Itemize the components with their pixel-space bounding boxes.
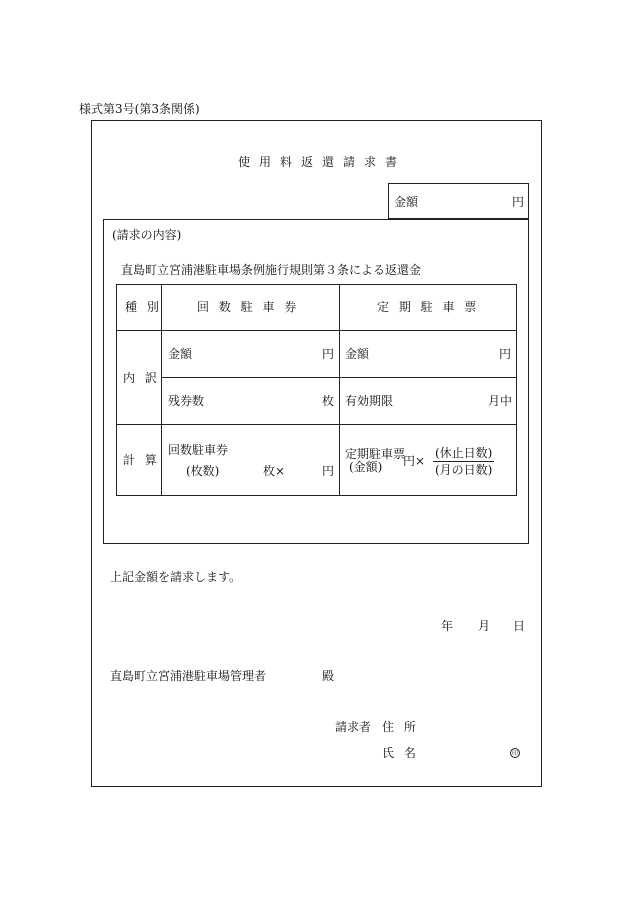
coupon-amount-unit: 円 [322,347,335,361]
calc-coupon-unit: 円 [322,464,335,478]
fraction-numerator: (休止日数) [435,446,493,460]
pass-amount-unit: 円 [499,347,512,361]
table-divider [116,330,517,331]
address-label: 住 所 [382,720,416,734]
col-coupon-header: 回 数 駐 車 券 [197,300,297,314]
document-title: 使用料返還請求書 [238,155,407,169]
col-pass-header: 定 期 駐 車 票 [377,300,477,314]
amount-unit: 円 [512,195,525,209]
pass-validity-unit: 月中 [488,394,513,408]
calc-pass-multiply: 円× [403,454,426,468]
table-divider [339,284,340,496]
table-divider [116,424,517,425]
calc-coupon-multiply: 枚× [263,464,286,478]
amount-label: 金額 [394,195,419,209]
table-divider [161,284,162,496]
pass-amount-label: 金額 [345,347,370,361]
applicant-label: 請求者 [335,720,372,734]
honorific: 殿 [322,669,335,683]
coupon-remaining-unit: 枚 [322,394,335,408]
request-statement: 上記金額を請求します。 [110,570,242,584]
name-label: 氏 名 [382,746,416,760]
reason-text: 直島町立宮浦港駐車場条例施行規則第３条による返還金 [121,263,422,277]
pass-validity-label: 有効期限 [345,394,394,408]
date-month: 月 [478,619,491,633]
date-day: 日 [513,619,526,633]
coupon-remaining-label: 残券数 [168,394,205,408]
col-kind-header: 種 別 [125,300,159,314]
calc-coupon-title: 回数駐車券 [168,443,229,457]
table-divider [161,377,517,378]
fraction-denominator: (月の日数) [435,463,493,477]
content-header: (請求の内容) [112,228,182,242]
form-number: 様式第3号(第3条関係) [79,102,200,116]
calc-pass-fraction [433,447,494,476]
seal-mark: 印 [511,750,518,757]
row-calc-label: 計 算 [123,453,157,467]
calc-pass-amount: (金額) [349,460,383,474]
calc-pass-title: 定期駐車票 [345,447,406,461]
date-year: 年 [441,619,454,633]
coupon-amount-label: 金額 [168,347,193,361]
addressee: 直島町立宮浦港駐車場管理者 [110,669,267,683]
calc-coupon-count: (枚数) [186,464,220,478]
row-breakdown-label: 内 訳 [123,371,157,385]
